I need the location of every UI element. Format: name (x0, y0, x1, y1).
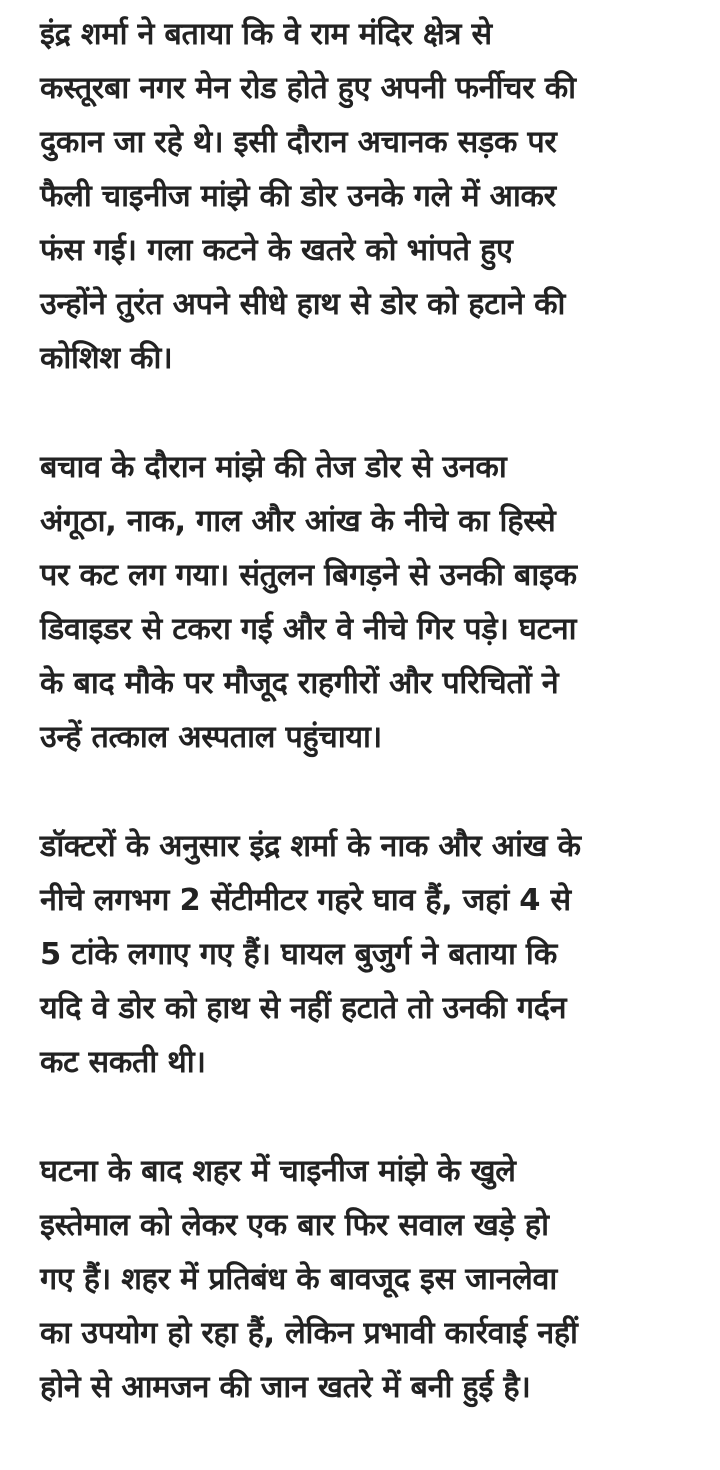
text-line: अंगूठा, नाक, गाल और आंख के नीचे का हिस्से (40, 504, 556, 539)
text-line: घटना के बाद शहर में चाइनीज मांझे के खुले (40, 1154, 516, 1189)
text-line: होने से आमजन की जान खतरे में बनी हुई है। (40, 1370, 531, 1405)
text-line: के बाद मौके पर मौजूद राहगीरों और परिचितों ने (40, 666, 559, 701)
text-line: इस्तेमाल को लेकर एक बार फिर सवाल खड़े हो (40, 1208, 549, 1243)
text-line: डॉक्टरों के अनुसार इंद्र शर्मा के नाक और आंख के (40, 829, 581, 864)
paragraph-2 (40, 441, 690, 765)
text-line: का उपयोग हो रहा हैं, लेकिन प्रभावी कार्रवाई नहीं (40, 1316, 578, 1351)
text-line: उन्होंने तुरंत अपने सीधे हाथ से डोर को हटाने की (40, 287, 566, 322)
text-line: यदि वे डोर को हाथ से नहीं हटाते तो उनकी गर्दन (40, 991, 567, 1026)
text-line: फंस गई। गला कटने के खतरे को भांपते हुए (40, 233, 513, 268)
paragraph-3 (40, 820, 690, 1090)
text-line: नीचे लगभग 2 सेंटीमीटर गहरे घाव हैं, जहां 4 से (40, 883, 571, 918)
text-line: बचाव के दौरान मांझे की तेज डोर से उनका (40, 450, 507, 485)
text-line: उन्हें तत्काल अस्पताल पहुंचाया। (40, 720, 382, 755)
article-body (40, 8, 690, 1470)
text-line: कोशिश की। (40, 341, 173, 376)
text-line: डिवाइडर से टकरा गई और वे नीचे गिर पड़े। घटना (40, 612, 577, 647)
text-line: फैली चाइनीज मांझे की डोर उनके गले में आकर (40, 179, 556, 214)
text-line: गए हैं। शहर में प्रतिबंध के बावजूद इस जानलेवा (40, 1262, 558, 1297)
text-line: इंद्र शर्मा ने बताया कि वे राम मंदिर क्षेत्र से (40, 17, 492, 52)
text-line: पर कट लग गया। संतुलन बिगड़ने से उनकी बाइक (40, 558, 577, 593)
text-line: 5 टांके लगाए गए हैं। घायल बुजुर्ग ने बताया कि (40, 937, 557, 972)
text-line: कट सकती थी। (40, 1045, 206, 1080)
text-line: दुकान जा रहे थे। इसी दौरान अचानक सड़क पर (40, 125, 557, 160)
paragraph-4 (40, 1145, 690, 1415)
text-line: कस्तूरबा नगर मेन रोड होते हुए अपनी फर्नीचर की (40, 71, 576, 106)
paragraph-1 (40, 8, 690, 386)
